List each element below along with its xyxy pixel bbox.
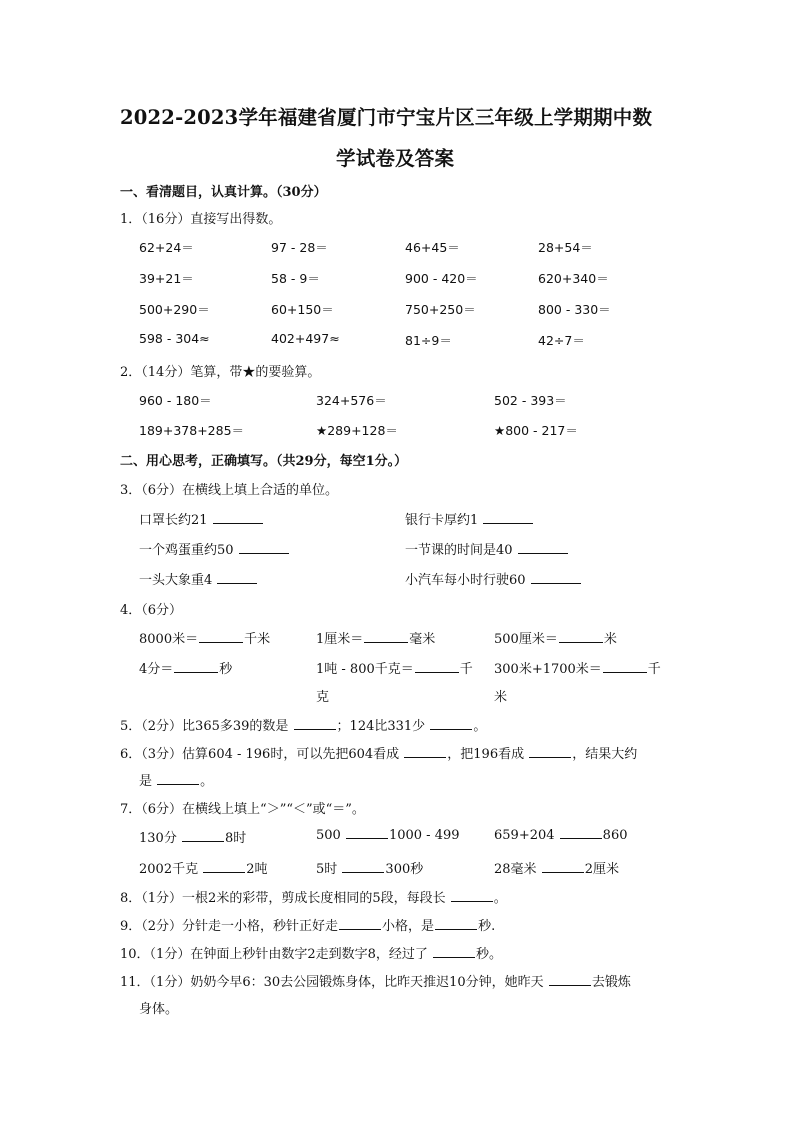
answer-blank[interactable] <box>199 631 243 643</box>
answer-blank[interactable] <box>294 718 336 730</box>
answer-blank[interactable] <box>560 827 602 839</box>
calc-item: 750+250＝ <box>405 302 476 317</box>
answer-blank[interactable] <box>559 631 603 643</box>
calc-item: 60+150＝ <box>271 302 334 317</box>
calc-item: 28+54＝ <box>538 240 593 255</box>
question-11-cont: 身体。 <box>139 1002 179 1017</box>
answer-blank[interactable] <box>451 890 493 902</box>
unit-fill-item: 口罩长约21 <box>139 509 264 528</box>
unit-fill-item: 一头大象重4 <box>139 569 258 588</box>
unit-fill-item: 小汽车每小时行驶60 <box>405 569 582 588</box>
question-7-label: 7．（6分）在横线上填上“＞”“＜”或“＝”。 <box>120 802 365 817</box>
answer-blank[interactable] <box>529 746 571 758</box>
answer-blank[interactable] <box>203 861 245 873</box>
answer-blank[interactable] <box>404 746 446 758</box>
compare-item: 5时 300秒 <box>316 862 424 877</box>
conversion-item-wrap: 米 <box>494 690 508 705</box>
calc-item: 42÷7＝ <box>538 333 585 348</box>
section-two-heading: 二、用心思考，正确填写。（共29分，每空1分。） <box>120 454 408 469</box>
section-one-heading: 一、看清题目，认真计算。（30分） <box>120 185 327 200</box>
calc-item: 620+340＝ <box>538 271 609 286</box>
column-calc-item: 189+378+285＝ <box>139 423 245 438</box>
answer-blank[interactable] <box>174 661 218 673</box>
calc-item: 39+21＝ <box>139 271 194 286</box>
compare-item: 500 1000 - 499 <box>316 828 460 843</box>
conversion-item: 8000米＝ 千米 <box>139 632 271 647</box>
page-title-line2: 学试卷及答案 <box>336 147 455 170</box>
conversion-item: 300米+1700米＝ 千 <box>494 662 661 677</box>
calc-item: 500+290＝ <box>139 302 210 317</box>
calc-item: 800 - 330＝ <box>538 302 611 317</box>
answer-blank[interactable] <box>603 661 647 673</box>
answer-blank[interactable] <box>483 512 533 524</box>
answer-blank[interactable] <box>364 631 408 643</box>
column-calc-item: ★800 - 217＝ <box>494 423 578 438</box>
conversion-item: 500厘米＝ 米 <box>494 632 617 647</box>
answer-blank[interactable] <box>213 512 263 524</box>
calc-item: 97 - 28＝ <box>271 240 328 255</box>
answer-blank[interactable] <box>217 572 257 584</box>
answer-blank[interactable] <box>433 946 475 958</box>
question-10: 10．（1分）在钟面上秒针由数字2走到数字8，经过了 秒。 <box>120 947 503 962</box>
question-11: 11．（1分）奶奶今早6：30去公园锻炼身体，比昨天推迟10分钟，她昨天 去锻炼 <box>120 975 631 990</box>
column-calc-item: 960 - 180＝ <box>139 393 212 408</box>
answer-blank[interactable] <box>531 572 581 584</box>
conversion-item: 1吨 - 800千克＝ 千 <box>316 662 473 677</box>
calc-item: 900 - 420＝ <box>405 271 478 286</box>
question-9: 9．（2分）分针走一小格，秒针正好走 小格，是 秒. <box>120 919 496 934</box>
calc-item: 598 - 304≈ <box>139 331 210 346</box>
answer-blank[interactable] <box>415 661 459 673</box>
calc-item: 46+45＝ <box>405 240 460 255</box>
answer-blank[interactable] <box>542 861 584 873</box>
answer-blank[interactable] <box>435 918 477 930</box>
question-6-cont: 是 。 <box>139 774 214 789</box>
conversion-item: 1厘米＝ 毫米 <box>316 632 436 647</box>
answer-blank[interactable] <box>342 861 384 873</box>
question-3-label: 3．（6分）在横线上填上合适的单位。 <box>120 483 339 498</box>
column-calc-item: 324+576＝ <box>316 393 387 408</box>
conversion-item-wrap: 克 <box>316 690 330 705</box>
column-calc-item: ★289+128＝ <box>316 423 398 438</box>
question-4-label: 4．（6分） <box>120 603 183 618</box>
compare-item: 659+204 860 <box>494 828 628 843</box>
question-6: 6．（3分）估算604 - 196时，可以先把604看成 ，把196看成 ，结果大约 <box>120 747 638 762</box>
question-5: 5．（2分）比365多39的数是 ；124比331少 。 <box>120 719 487 734</box>
compare-item: 130分 8时 <box>139 831 247 846</box>
question-2-label: 2．（14分）笔算，带★的要验算。 <box>120 365 321 380</box>
column-calc-item: 502 - 393＝ <box>494 393 567 408</box>
answer-blank[interactable] <box>157 773 199 785</box>
unit-fill-item: 一节课的时间是40 <box>405 539 569 558</box>
compare-item: 28毫米 2厘米 <box>494 862 619 877</box>
answer-blank[interactable] <box>339 918 381 930</box>
answer-blank[interactable] <box>549 974 591 986</box>
unit-fill-item: 一个鸡蛋重约50 <box>139 539 290 558</box>
calc-item: 62+24＝ <box>139 240 194 255</box>
question-1-label: 1．（16分）直接写出得数。 <box>120 212 282 227</box>
answer-blank[interactable] <box>430 718 472 730</box>
conversion-item: 4分＝ 秒 <box>139 662 233 677</box>
answer-blank[interactable] <box>182 830 224 842</box>
page-title-line1: 2022-2023学年福建省厦门市宁宝片区三年级上学期期中数 <box>120 106 653 129</box>
answer-blank[interactable] <box>239 542 289 554</box>
calc-item: 81÷9＝ <box>405 333 452 348</box>
unit-fill-item: 银行卡厚约1 <box>405 509 534 528</box>
calc-item: 402+497≈ <box>271 331 340 346</box>
answer-blank[interactable] <box>346 827 388 839</box>
compare-item: 2002千克 2吨 <box>139 862 268 877</box>
calc-item: 58 - 9＝ <box>271 271 320 286</box>
answer-blank[interactable] <box>518 542 568 554</box>
question-8: 8．（1分）一根2米的彩带，剪成长度相同的5段，每段长 。 <box>120 891 507 906</box>
